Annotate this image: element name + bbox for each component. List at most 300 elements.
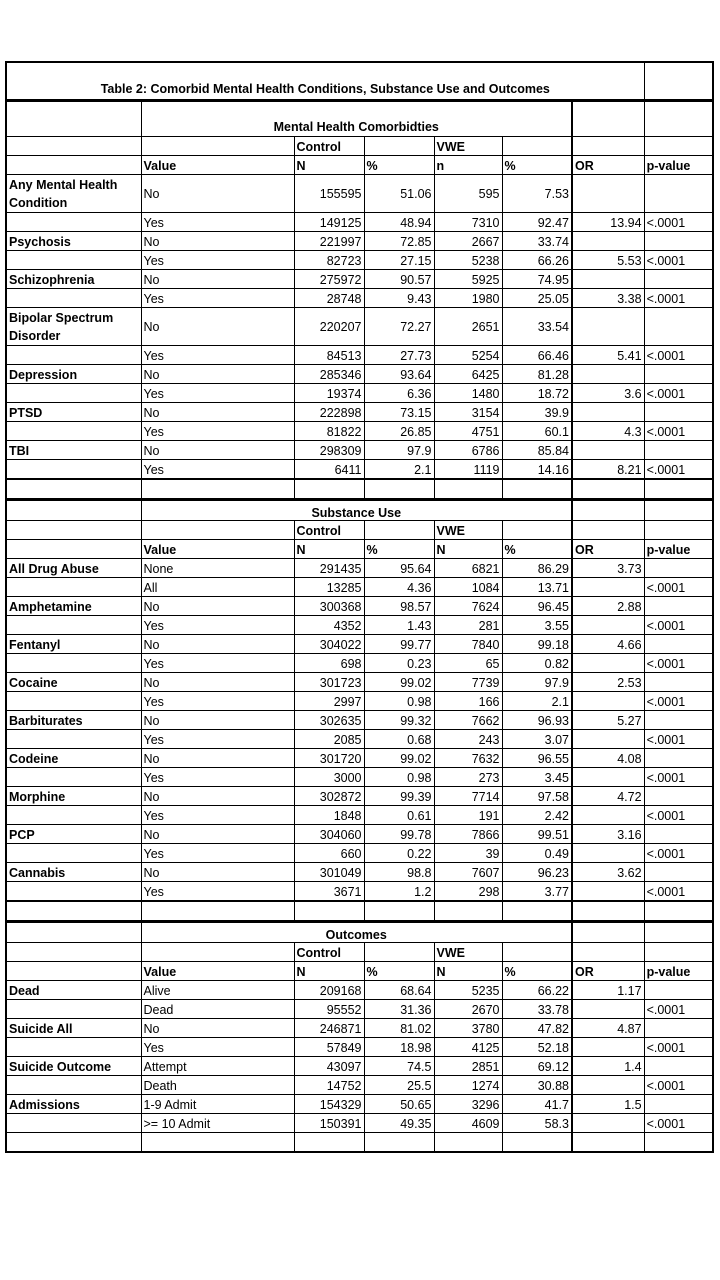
control-n-cell: 209168 — [294, 981, 364, 1000]
vwe-group-header: VWE — [434, 521, 502, 540]
odds-ratio-cell — [572, 441, 644, 460]
table-row — [6, 787, 713, 806]
row-label — [6, 422, 141, 441]
table-row — [6, 749, 713, 768]
row-label — [6, 768, 141, 787]
value-cell: Yes — [141, 692, 294, 711]
control-n-cell: 95552 — [294, 1000, 364, 1019]
control-pct-cell: 4.36 — [364, 578, 434, 597]
p-value-cell: <.0001 — [644, 578, 713, 597]
control-pct-cell: 0.98 — [364, 692, 434, 711]
empty-cell — [6, 479, 141, 500]
vwe-n-cell: 7714 — [434, 787, 502, 806]
control-pct-cell: 99.32 — [364, 711, 434, 730]
odds-ratio-cell — [572, 1000, 644, 1019]
p-value-cell — [644, 1057, 713, 1076]
value-cell: Yes — [141, 289, 294, 308]
vwe-pct-cell: 58.3 — [502, 1114, 572, 1133]
control-n-cell: 155595 — [294, 175, 364, 213]
value-cell: Death — [141, 1076, 294, 1095]
vwe-n-cell: 595 — [434, 175, 502, 213]
row-label: TBI — [6, 441, 141, 460]
p-value-cell — [644, 232, 713, 251]
p-value-cell — [644, 981, 713, 1000]
value-cell: Yes — [141, 251, 294, 270]
control-n-cell: 301049 — [294, 863, 364, 882]
empty-cell — [572, 479, 644, 500]
row-label — [6, 806, 141, 825]
odds-ratio-cell: 3.62 — [572, 863, 644, 882]
comorbidity-outcomes-table — [5, 61, 714, 1153]
control-pct-cell: 25.5 — [364, 1076, 434, 1095]
value-cell: No — [141, 825, 294, 844]
empty-cell — [141, 521, 294, 540]
empty-cell — [6, 922, 141, 943]
vwe-n-cell: 4609 — [434, 1114, 502, 1133]
odds-ratio-cell — [572, 270, 644, 289]
control-pct-cell: 98.8 — [364, 863, 434, 882]
odds-ratio-cell: 5.53 — [572, 251, 644, 270]
odds-ratio-cell — [572, 578, 644, 597]
row-label — [6, 289, 141, 308]
value-cell: Yes — [141, 384, 294, 403]
table-row — [6, 1057, 713, 1076]
empty-cell — [572, 943, 644, 962]
row-label: PTSD — [6, 403, 141, 422]
vwe-pct-cell: 81.28 — [502, 365, 572, 384]
table-row — [6, 882, 713, 902]
table-row — [6, 308, 713, 346]
control-pct-cell: 99.02 — [364, 673, 434, 692]
section-heading-row — [6, 500, 713, 521]
p-value-header: p-value — [644, 156, 713, 175]
vwe-pct-cell: 96.93 — [502, 711, 572, 730]
vwe-n-cell: 243 — [434, 730, 502, 749]
value-cell: No — [141, 749, 294, 768]
value-cell: No — [141, 365, 294, 384]
control-pct-cell: 51.06 — [364, 175, 434, 213]
vwe-n-cell: 298 — [434, 882, 502, 902]
empty-cell — [644, 479, 713, 500]
blank-separator-row — [6, 901, 713, 922]
vwe-pct-cell: 96.55 — [502, 749, 572, 768]
vwe-n-cell: 2851 — [434, 1057, 502, 1076]
vwe-pct-cell: 30.88 — [502, 1076, 572, 1095]
table-row — [6, 844, 713, 863]
control-pct-cell: 97.9 — [364, 441, 434, 460]
value-cell: >= 10 Admit — [141, 1114, 294, 1133]
vwe-n-cell: 7632 — [434, 749, 502, 768]
table-row — [6, 559, 713, 578]
odds-ratio-cell — [572, 365, 644, 384]
control-pct-header: % — [364, 540, 434, 559]
odds-ratio-cell — [572, 768, 644, 787]
odds-ratio-cell: 4.66 — [572, 635, 644, 654]
row-label: PCP — [6, 825, 141, 844]
control-group-header: Control — [294, 521, 364, 540]
table-row — [6, 578, 713, 597]
control-n-cell: 43097 — [294, 1057, 364, 1076]
empty-cell — [644, 101, 713, 137]
control-n-cell: 285346 — [294, 365, 364, 384]
table-row — [6, 635, 713, 654]
table-row — [6, 711, 713, 730]
or-header: OR — [572, 156, 644, 175]
control-n-cell: 19374 — [294, 384, 364, 403]
table-row — [6, 346, 713, 365]
vwe-pct-cell: 52.18 — [502, 1038, 572, 1057]
value-cell: No — [141, 175, 294, 213]
row-label: Any Mental Health Condition — [6, 175, 141, 213]
control-n-header: N — [294, 156, 364, 175]
group-header-row — [6, 521, 713, 540]
vwe-pct-cell: 33.54 — [502, 308, 572, 346]
vwe-n-cell: 4751 — [434, 422, 502, 441]
p-value-cell — [644, 635, 713, 654]
value-cell: Yes — [141, 806, 294, 825]
vwe-n-cell: 1480 — [434, 384, 502, 403]
empty-cell — [294, 479, 364, 500]
control-n-cell: 2997 — [294, 692, 364, 711]
empty-cell — [364, 943, 434, 962]
value-cell: No — [141, 270, 294, 289]
value-cell: 1-9 Admit — [141, 1095, 294, 1114]
row-label: Bipolar Spectrum Disorder — [6, 308, 141, 346]
table-row — [6, 692, 713, 711]
value-cell: None — [141, 559, 294, 578]
vwe-n-cell: 7840 — [434, 635, 502, 654]
control-pct-cell: 1.43 — [364, 616, 434, 635]
empty-cell — [572, 521, 644, 540]
table-row — [6, 270, 713, 289]
control-pct-cell: 48.94 — [364, 213, 434, 232]
value-cell: No — [141, 787, 294, 806]
odds-ratio-cell — [572, 175, 644, 213]
vwe-pct-cell: 66.46 — [502, 346, 572, 365]
vwe-n-cell: 166 — [434, 692, 502, 711]
section-heading-row — [6, 922, 713, 943]
vwe-n-cell: 7662 — [434, 711, 502, 730]
odds-ratio-cell — [572, 654, 644, 673]
control-n-cell: 13285 — [294, 578, 364, 597]
table-row — [6, 730, 713, 749]
control-pct-cell: 0.61 — [364, 806, 434, 825]
control-n-cell: 150391 — [294, 1114, 364, 1133]
control-pct-cell: 95.64 — [364, 559, 434, 578]
vwe-n-cell: 3296 — [434, 1095, 502, 1114]
vwe-n-cell: 5254 — [434, 346, 502, 365]
table-row — [6, 616, 713, 635]
table-row — [6, 597, 713, 616]
row-label: Admissions — [6, 1095, 141, 1114]
empty-cell — [294, 901, 364, 922]
odds-ratio-cell: 3.73 — [572, 559, 644, 578]
control-n-cell: 291435 — [294, 559, 364, 578]
p-value-header: p-value — [644, 540, 713, 559]
value-cell: Yes — [141, 422, 294, 441]
table-row — [6, 175, 713, 213]
row-label — [6, 882, 141, 902]
vwe-pct-cell: 7.53 — [502, 175, 572, 213]
value-cell: No — [141, 863, 294, 882]
control-pct-cell: 68.64 — [364, 981, 434, 1000]
empty-cell — [364, 521, 434, 540]
odds-ratio-cell — [572, 1038, 644, 1057]
row-label: Barbiturates — [6, 711, 141, 730]
row-label: Suicide All — [6, 1019, 141, 1038]
row-label: All Drug Abuse — [6, 559, 141, 578]
control-n-cell: 81822 — [294, 422, 364, 441]
control-n-cell: 301723 — [294, 673, 364, 692]
value-cell: No — [141, 597, 294, 616]
empty-cell — [364, 137, 434, 156]
vwe-n-cell: 5925 — [434, 270, 502, 289]
table-row — [6, 441, 713, 460]
p-value-cell: <.0001 — [644, 654, 713, 673]
odds-ratio-cell: 13.94 — [572, 213, 644, 232]
control-n-cell: 221997 — [294, 232, 364, 251]
odds-ratio-cell: 4.87 — [572, 1019, 644, 1038]
empty-cell — [644, 1133, 713, 1153]
table-row — [6, 403, 713, 422]
p-value-cell — [644, 787, 713, 806]
p-value-cell: <.0001 — [644, 844, 713, 863]
odds-ratio-cell: 4.08 — [572, 749, 644, 768]
empty-cell — [644, 943, 713, 962]
table-row — [6, 213, 713, 232]
control-n-cell: 304022 — [294, 635, 364, 654]
p-value-cell: <.0001 — [644, 1038, 713, 1057]
vwe-pct-cell: 85.84 — [502, 441, 572, 460]
row-label — [6, 213, 141, 232]
empty-cell — [294, 1133, 364, 1153]
odds-ratio-cell — [572, 882, 644, 902]
empty-cell — [644, 62, 713, 101]
empty-cell — [644, 901, 713, 922]
vwe-pct-cell: 13.71 — [502, 578, 572, 597]
column-header-row — [6, 156, 713, 175]
row-label: Cocaine — [6, 673, 141, 692]
control-n-cell: 275972 — [294, 270, 364, 289]
empty-cell — [644, 137, 713, 156]
row-label — [6, 692, 141, 711]
vwe-pct-cell: 14.16 — [502, 460, 572, 480]
table-row — [6, 654, 713, 673]
control-n-cell: 154329 — [294, 1095, 364, 1114]
value-cell: Yes — [141, 1038, 294, 1057]
p-value-header: p-value — [644, 962, 713, 981]
value-cell: No — [141, 673, 294, 692]
empty-cell — [572, 901, 644, 922]
control-n-cell: 14752 — [294, 1076, 364, 1095]
row-label — [6, 616, 141, 635]
blank-separator-row — [6, 479, 713, 500]
control-n-cell: 302872 — [294, 787, 364, 806]
odds-ratio-cell: 4.3 — [572, 422, 644, 441]
value-cell: No — [141, 635, 294, 654]
value-cell: No — [141, 232, 294, 251]
value-cell: No — [141, 1019, 294, 1038]
control-n-cell: 220207 — [294, 308, 364, 346]
p-value-cell — [644, 673, 713, 692]
empty-cell — [141, 137, 294, 156]
value-cell: No — [141, 711, 294, 730]
p-value-cell — [644, 270, 713, 289]
control-n-cell: 4352 — [294, 616, 364, 635]
p-value-cell: <.0001 — [644, 692, 713, 711]
table-row — [6, 863, 713, 882]
table-row — [6, 251, 713, 270]
odds-ratio-cell — [572, 403, 644, 422]
p-value-cell — [644, 441, 713, 460]
control-pct-cell: 0.22 — [364, 844, 434, 863]
vwe-pct-cell: 47.82 — [502, 1019, 572, 1038]
table-body — [6, 62, 713, 1152]
table-row — [6, 768, 713, 787]
empty-cell — [141, 943, 294, 962]
vwe-n-cell: 273 — [434, 768, 502, 787]
control-n-cell: 149125 — [294, 213, 364, 232]
p-value-cell: <.0001 — [644, 289, 713, 308]
value-cell: Yes — [141, 730, 294, 749]
empty-cell — [572, 101, 644, 137]
odds-ratio-cell: 1.17 — [572, 981, 644, 1000]
odds-ratio-cell — [572, 308, 644, 346]
vwe-pct-cell: 97.58 — [502, 787, 572, 806]
odds-ratio-cell: 3.6 — [572, 384, 644, 403]
table-row — [6, 365, 713, 384]
control-n-cell: 3000 — [294, 768, 364, 787]
table-title: Table 2: Comorbid Mental Health Conditions, Substance Use and Outcomes — [6, 62, 644, 101]
value-header: Value — [141, 962, 294, 981]
control-pct-cell: 0.98 — [364, 768, 434, 787]
p-value-cell: <.0001 — [644, 384, 713, 403]
section-heading: Mental Health Comorbidties — [141, 101, 572, 137]
value-cell: No — [141, 308, 294, 346]
table-row — [6, 384, 713, 403]
p-value-cell: <.0001 — [644, 422, 713, 441]
p-value-cell — [644, 559, 713, 578]
vwe-pct-cell: 74.95 — [502, 270, 572, 289]
vwe-pct-cell: 99.51 — [502, 825, 572, 844]
group-header-row — [6, 137, 713, 156]
vwe-pct-cell: 99.18 — [502, 635, 572, 654]
p-value-cell: <.0001 — [644, 251, 713, 270]
empty-cell — [6, 943, 141, 962]
vwe-pct-cell: 0.82 — [502, 654, 572, 673]
odds-ratio-cell: 2.53 — [572, 673, 644, 692]
vwe-n-cell: 65 — [434, 654, 502, 673]
p-value-cell: <.0001 — [644, 730, 713, 749]
vwe-pct-header: % — [502, 156, 572, 175]
vwe-n-cell: 281 — [434, 616, 502, 635]
vwe-pct-cell: 3.07 — [502, 730, 572, 749]
control-group-header: Control — [294, 137, 364, 156]
row-label: Schizophrenia — [6, 270, 141, 289]
control-pct-cell: 99.77 — [364, 635, 434, 654]
odds-ratio-cell — [572, 616, 644, 635]
vwe-n-cell: 7624 — [434, 597, 502, 616]
empty-cell — [364, 901, 434, 922]
p-value-cell: <.0001 — [644, 806, 713, 825]
control-pct-cell: 0.68 — [364, 730, 434, 749]
table-row — [6, 1019, 713, 1038]
vwe-pct-cell: 18.72 — [502, 384, 572, 403]
empty-cell — [502, 943, 572, 962]
p-value-cell — [644, 1095, 713, 1114]
odds-ratio-cell: 3.38 — [572, 289, 644, 308]
vwe-n-cell: 7607 — [434, 863, 502, 882]
empty-cell — [572, 922, 644, 943]
vwe-n-cell: 1980 — [434, 289, 502, 308]
empty-cell — [6, 156, 141, 175]
vwe-pct-cell: 0.49 — [502, 844, 572, 863]
control-n-cell: 222898 — [294, 403, 364, 422]
row-label — [6, 654, 141, 673]
title-row — [6, 62, 713, 101]
control-n-cell: 3671 — [294, 882, 364, 902]
control-pct-cell: 98.57 — [364, 597, 434, 616]
value-cell: No — [141, 403, 294, 422]
control-pct-cell: 31.36 — [364, 1000, 434, 1019]
empty-cell — [434, 479, 502, 500]
vwe-pct-cell: 25.05 — [502, 289, 572, 308]
empty-cell — [6, 540, 141, 559]
row-label — [6, 1114, 141, 1133]
control-pct-cell: 99.02 — [364, 749, 434, 768]
value-cell: No — [141, 441, 294, 460]
p-value-cell: <.0001 — [644, 460, 713, 480]
control-n-cell: 6411 — [294, 460, 364, 480]
group-header-row — [6, 943, 713, 962]
table-row — [6, 1114, 713, 1133]
empty-cell — [502, 901, 572, 922]
table-row — [6, 422, 713, 441]
empty-cell — [6, 521, 141, 540]
vwe-pct-cell: 3.45 — [502, 768, 572, 787]
row-label: Amphetamine — [6, 597, 141, 616]
vwe-n-cell: 191 — [434, 806, 502, 825]
row-label — [6, 1000, 141, 1019]
vwe-n-header: N — [434, 540, 502, 559]
value-cell: Yes — [141, 654, 294, 673]
vwe-pct-cell: 69.12 — [502, 1057, 572, 1076]
empty-cell — [644, 922, 713, 943]
vwe-group-header: VWE — [434, 943, 502, 962]
empty-cell — [572, 500, 644, 521]
control-pct-cell: 2.1 — [364, 460, 434, 480]
table-row — [6, 806, 713, 825]
row-label — [6, 384, 141, 403]
odds-ratio-cell — [572, 806, 644, 825]
vwe-n-cell: 7310 — [434, 213, 502, 232]
control-n-cell: 300368 — [294, 597, 364, 616]
value-cell: Yes — [141, 460, 294, 480]
empty-cell — [502, 479, 572, 500]
row-label — [6, 1038, 141, 1057]
vwe-n-cell: 5238 — [434, 251, 502, 270]
table-row — [6, 673, 713, 692]
control-pct-cell: 49.35 — [364, 1114, 434, 1133]
p-value-cell: <.0001 — [644, 616, 713, 635]
vwe-n-cell: 39 — [434, 844, 502, 863]
p-value-cell — [644, 308, 713, 346]
odds-ratio-cell: 2.88 — [572, 597, 644, 616]
control-pct-cell: 1.2 — [364, 882, 434, 902]
value-cell: All — [141, 578, 294, 597]
section-heading: Outcomes — [141, 922, 572, 943]
empty-cell — [141, 901, 294, 922]
